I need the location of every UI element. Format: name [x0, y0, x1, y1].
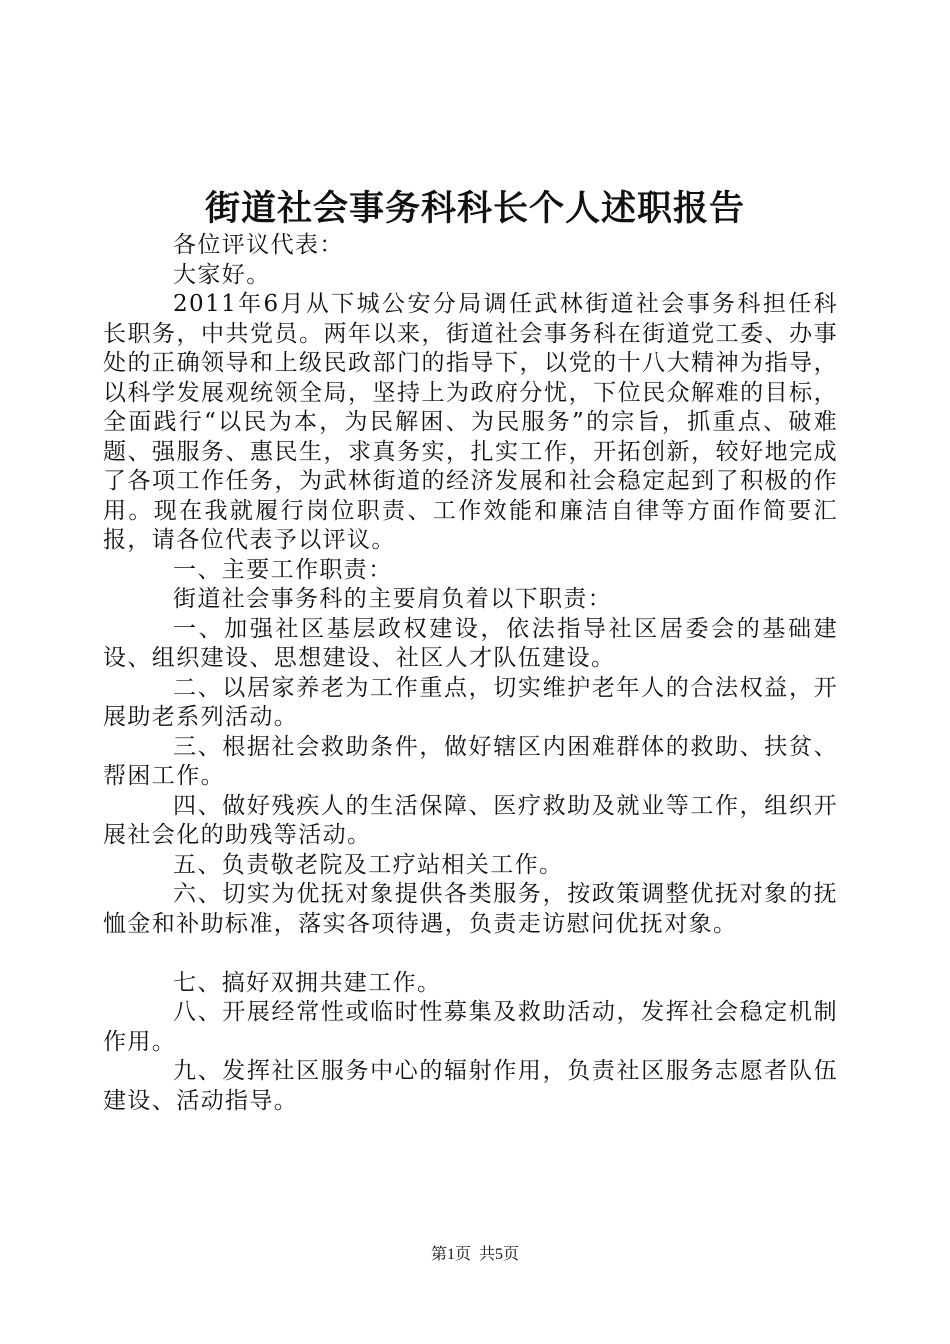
document-body — [103, 231, 838, 1116]
duty-item-3: 三、根据社会救助条件，做好辖区内困难群体的救助、扶贫、帮困工作。 — [103, 733, 838, 789]
salutation: 各位评议代表： — [173, 232, 344, 258]
duty-item-7: 七、搞好双拥共建工作。 — [173, 969, 442, 996]
section-heading: 一、主要工作职责： — [173, 556, 393, 583]
duty-item-8: 八、开展经常性或临时性募集及救助活动，发挥社会稳定机制作用。 — [103, 999, 838, 1055]
duties-intro: 街道社会事务科的主要肩负着以下职责： — [173, 586, 613, 612]
page-footer — [0, 1244, 950, 1266]
duty-item-4: 四、做好残疾人的生活保障、医疗救助及就业等工作，组织开展社会化的助残等活动。 — [103, 792, 838, 848]
intro-paragraph: 2011年6月从下城公安分局调任武林街道社会事务科担任科长职务，中共党员。两年以来，街道社会事务科在街道党工委、办事处的正确领导和上级民政部门的指导下，以党的十八大精神为指导，以科学发展观统领全局，坚持上为政府分忧，下位民众解难的目标，全面践行“以民为本，为民解困、为民服务”的宗旨，抓重点、破难题、强服务、惠民生，求真务实，扎实工作，开拓创新，较好地完成了各项工作任务，为武林街道的经济发展和社会稳定起到了积极的作用。现在我就履行岗位职责、工作效能和廉洁自律等方面作简要汇报，请各位代表予以评议。 — [103, 291, 838, 553]
document-title: 街道社会事务科科长个人述职报告 — [204, 189, 745, 229]
page-number: 第1页 共5页 — [430, 1246, 519, 1263]
duty-item-9: 九、发挥社区服务中心的辐射作用，负责社区服务志愿者队伍建设、活动指导。 — [103, 1058, 838, 1114]
duty-item-1: 一、加强社区基层政权建设，依法指导社区居委会的基础建设、组织建设、思想建设、社区人才队伍建设。 — [103, 615, 838, 671]
duty-item-6: 六、切实为优抚对象提供各类服务，按政策调整优抚对象的抚恤金和补助标准，落实各项待遇，负责走访慰问优抚对象。 — [103, 881, 838, 937]
greeting: 大家好。 — [173, 261, 271, 288]
duty-item-5: 五、负责敬老院及工疗站相关工作。 — [173, 851, 564, 878]
duty-item-2: 二、以居家养老为工作重点，切实维护老年人的合法权益，开展助老系列活动。 — [103, 674, 838, 730]
